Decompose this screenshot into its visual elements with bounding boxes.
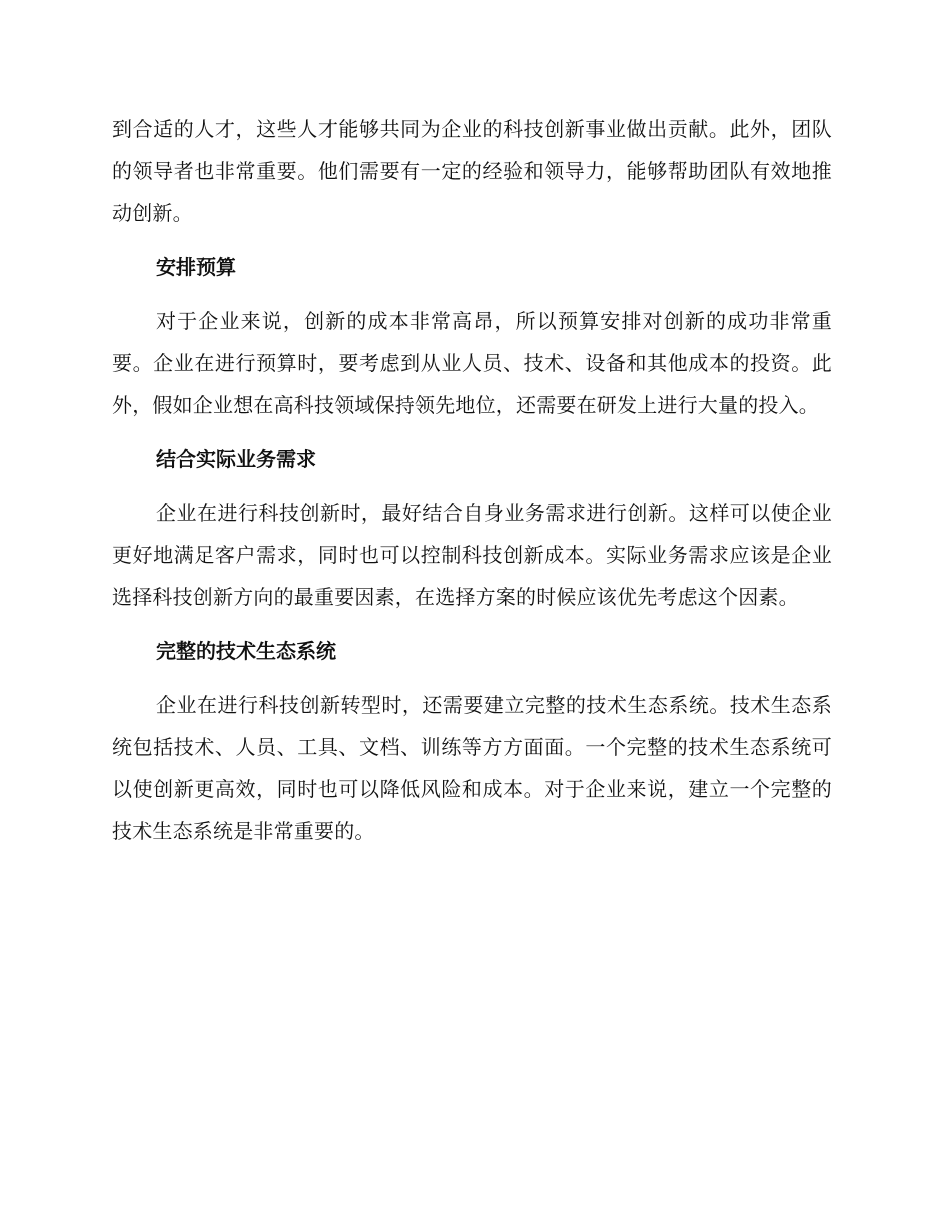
section-heading-tech-ecosystem: 完整的技术生态系统: [156, 639, 336, 663]
document-body: [112, 108, 832, 864]
paragraph-tech-ecosystem: 企业在进行科技创新转型时，还需要建立完整的技术生态系统。技术生态系统包括技术、人员、工具、文档、训练等方方面面。一个完整的技术生态系统可以使创新更高效，同时也可以降低风险和成本。对于企业来说，建立一个完整的技术生态系统是非常重要的。: [112, 693, 832, 843]
paragraph-budget: 对于企业来说，创新的成本非常高昂，所以预算安排对创新的成功非常重要。企业在进行预算时，要考虑到从业人员、技术、设备和其他成本的投资。此外，假如企业想在高科技领域保持领先地位，还需要在研发上进行大量的投入。: [112, 309, 832, 417]
section-heading-budget: 安排预算: [156, 255, 236, 279]
paragraph-business-needs: 企业在进行科技创新时，最好结合自身业务需求进行创新。这样可以使企业更好地满足客户需求，同时也可以控制科技创新成本。实际业务需求应该是企业选择科技创新方向的最重要因素，在选择方案的时候应该优先考虑这个因素。: [112, 501, 832, 609]
section-heading-business-needs: 结合实际业务需求: [156, 447, 316, 471]
paragraph-team-continued: 到合适的人才，这些人才能够共同为企业的科技创新事业做出贡献。此外，团队的领导者也非常重要。他们需要有一定的经验和领导力，能够帮助团队有效地推动创新。: [112, 117, 832, 225]
